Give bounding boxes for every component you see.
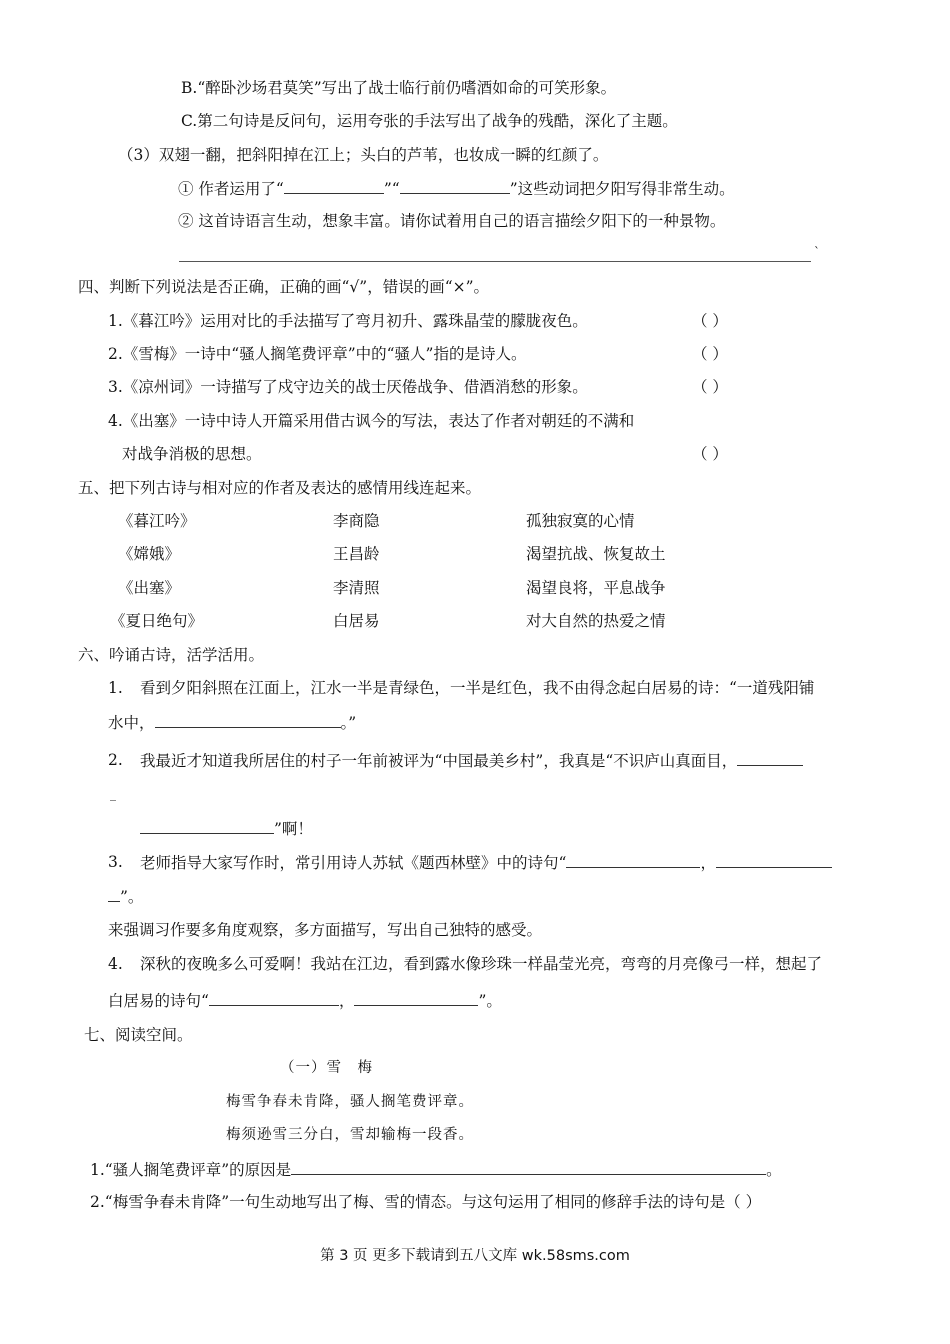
q3-1-text-b: ”“ (383, 180, 400, 198)
feeling-item[interactable]: 孤独寂寞的心情 (526, 512, 635, 530)
answer-paren[interactable]: （ ） (692, 378, 728, 396)
poem-title: （一）雪 梅 (280, 1060, 373, 1076)
question-3-2: ② 这首诗语言生动，想象丰富。请你试着用自己的语言描绘夕阳下的一种景物。 (178, 212, 726, 230)
answer-blank[interactable] (140, 818, 274, 834)
question-3: （3）双翅一翻，把斜阳掉在江上；头白的芦苇，也妆成一瞬的红颜了。 (118, 146, 609, 164)
author-item[interactable]: 李商隐 (333, 512, 380, 530)
answer-blank[interactable] (737, 750, 803, 766)
answer-blank[interactable] (209, 990, 339, 1006)
author-item[interactable]: 王昌龄 (333, 545, 380, 563)
reading-q1 (90, 1159, 782, 1180)
q6-2-dash: _ (110, 787, 116, 801)
author-item[interactable]: 李清照 (333, 579, 380, 597)
feeling-item[interactable]: 渴望抗战、恢复故土 (526, 545, 666, 563)
q6-3-cont: 来强调习作要多角度观察，多方面描写，写出自己独特的感受。 (108, 921, 543, 939)
answer-blank[interactable] (108, 886, 120, 902)
q6-1-cont-a: 水中， (108, 714, 155, 732)
answer-paren[interactable]: （ ） (692, 312, 728, 330)
reading-q2: 2.“梅雪争春未肯降”一句生动地写出了梅、雪的情态。与这句运用了相同的修辞手法的诗句是（ ） (90, 1193, 762, 1211)
section-6-title: 六、吟诵古诗，活学活用。 (78, 646, 265, 664)
poem-line-1: 梅雪争春未肯降，骚人搁笔费评章。 (226, 1094, 474, 1110)
q6-3-end-text: ”。 (120, 888, 144, 906)
judge-item-2: 2.《雪梅》一诗中“骚人搁笔费评章”中的“骚人”指的是诗人。 (108, 345, 527, 363)
q6-2-text (140, 750, 803, 771)
answer-blank[interactable] (284, 178, 384, 194)
q6-4-cont-b: ， (338, 992, 355, 1010)
q6-4-cont (108, 990, 502, 1011)
q6-3-comma: ， (700, 854, 716, 872)
answer-blank[interactable] (354, 990, 478, 1006)
q6-2-end-text: ”啊！ (274, 820, 313, 838)
poem-item[interactable]: 《夏日绝句》 (110, 612, 204, 630)
answer-paren[interactable]: （ ） (692, 445, 728, 463)
q3-1-text-c: ”这些动词把夕阳写得非常生动。 (509, 180, 735, 198)
q6-4-num: 4. (108, 955, 123, 973)
q6-3-end (108, 886, 143, 907)
answer-paren[interactable]: （ ） (692, 345, 728, 363)
q6-4-cont-a: 白居易的诗句“ (108, 992, 209, 1010)
option-c: C.第二句诗是反问句，运用夸张的手法写出了战争的残酷，深化了主题。 (181, 112, 678, 130)
page-footer: 第 3 页 更多下载请到五八文库 wk.58sms.com (320, 1248, 630, 1264)
poem-item[interactable]: 《出塞》 (118, 579, 181, 597)
q6-4-text: 深秋的夜晚多么可爱啊！我站在江边，看到露水像珍珠一样晶莹光亮，弯弯的月亮像弓一样，想起了 (140, 955, 823, 973)
poem-line-2: 梅须逊雪三分白，雪却输梅一段香。 (226, 1127, 474, 1143)
q6-1-num: 1. (108, 679, 123, 697)
answer-blank[interactable] (155, 712, 341, 728)
answer-blank[interactable] (291, 1159, 766, 1175)
q6-2-text-main: 我最近才知道我所居住的村子一年前被评为“中国最美乡村”，我真是“不识庐山真面目， (140, 752, 738, 770)
feeling-item[interactable]: 对大自然的热爱之情 (526, 612, 666, 630)
judge-item-1: 1.《暮江吟》运用对比的手法描写了弯月初升、露珠晶莹的朦胧夜色。 (108, 312, 588, 330)
q6-1-text: 看到夕阳斜照在江面上，江水一半是青绿色，一半是红色，我不由得念起白居易的诗：“一道残阳铺 (140, 679, 815, 697)
option-b: B.“醉卧沙场君莫笑”写出了战士临行前仍嗜酒如命的可笑形象。 (181, 79, 617, 97)
section-7-title: 七、阅读空间。 (84, 1026, 193, 1044)
section-5-title: 五、把下列古诗与相对应的作者及表达的感情用线连起来。 (78, 479, 482, 497)
answer-blank[interactable] (716, 852, 832, 868)
feeling-item[interactable]: 渴望良将，平息战争 (526, 579, 666, 597)
q6-2-num: 2. (108, 751, 123, 769)
q6-2-end (140, 818, 313, 839)
q6-3-text (140, 852, 832, 873)
judge-item-4-cont: 对战争消极的思想。 (122, 445, 262, 463)
reading-q1-end: 。 (766, 1161, 782, 1179)
section-4-title: 四、判断下列说法是否正确，正确的画“√”，错误的画“×”。 (78, 278, 490, 296)
poem-item[interactable]: 《嫦娥》 (118, 545, 181, 563)
q6-3-text-main: 老师指导大家写作时，常引用诗人苏轼《题西林壁》中的诗句“ (140, 854, 567, 872)
q6-3-num: 3. (108, 853, 123, 871)
answer-blank[interactable] (400, 178, 510, 194)
reading-q1-text: 1.“骚人搁笔费评章”的原因是 (90, 1161, 292, 1179)
q6-1-cont-b: 。” (340, 714, 357, 732)
question-3-1 (178, 178, 735, 199)
answer-line[interactable] (179, 261, 811, 262)
q6-1-cont (108, 712, 356, 733)
poem-item[interactable]: 《暮江吟》 (118, 512, 196, 530)
q3-1-text-a: ① 作者运用了“ (178, 180, 284, 198)
author-item[interactable]: 白居易 (333, 612, 380, 630)
answer-blank[interactable] (566, 852, 700, 868)
judge-item-4: 4.《出塞》一诗中诗人开篇采用借古讽今的写法，表达了作者对朝廷的不满和 (108, 412, 635, 430)
stray-mark: ` (814, 245, 820, 259)
q6-4-cont-c: ”。 (478, 992, 502, 1010)
judge-item-3: 3.《凉州词》一诗描写了戍守边关的战士厌倦战争、借酒消愁的形象。 (108, 378, 588, 396)
